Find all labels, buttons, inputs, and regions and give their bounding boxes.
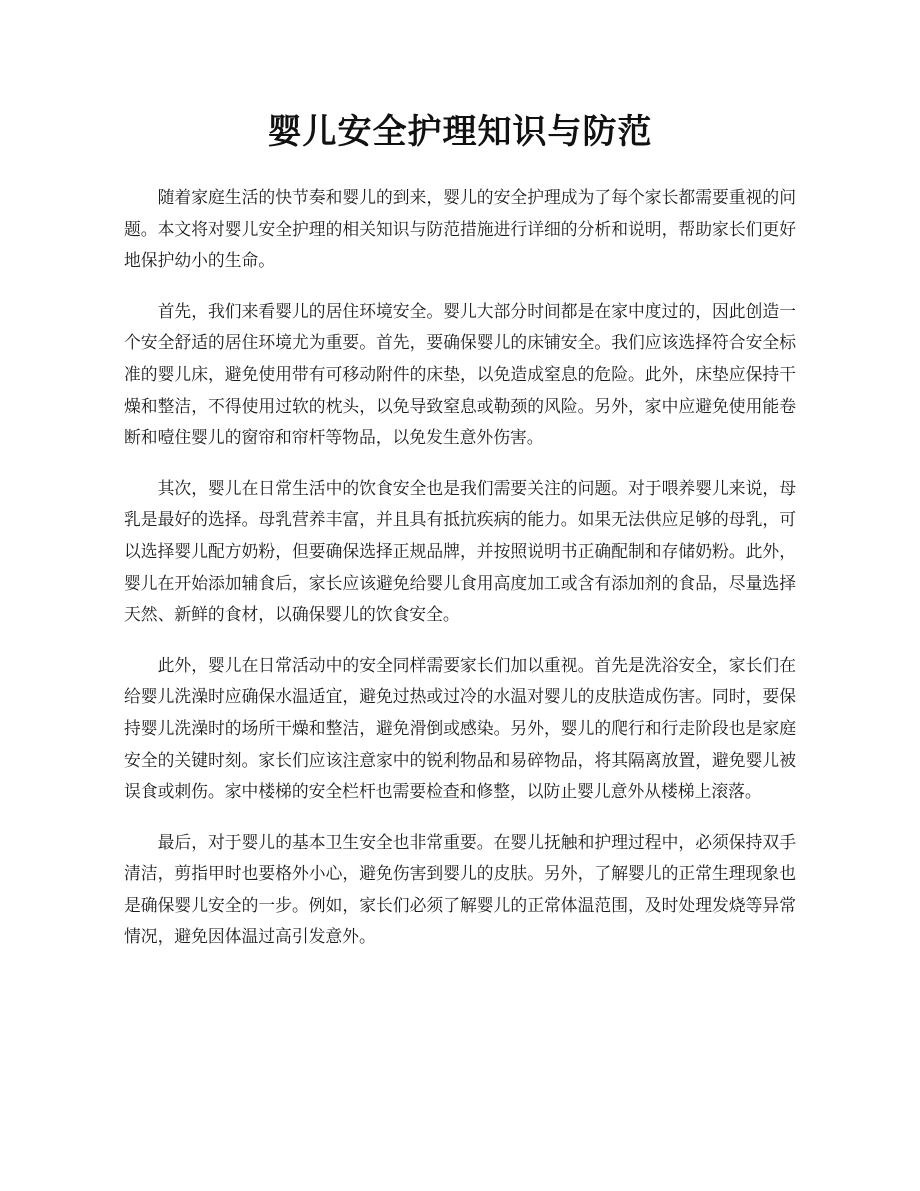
paragraph-intro: 随着家庭生活的快节奏和婴儿的到来，婴儿的安全护理成为了每个家长都需要重视的问题。本文将对婴儿安全护理的相关知识与防范措施进行详细的分析和说明，帮助家长们更好地保护幼小的生命。 [124, 187, 796, 271]
page-title: 婴儿安全护理知识与防范 [267, 112, 653, 152]
paragraph-daily-activity: 此外，婴儿在日常活动中的安全同样需要家长们加以重视。首先是洗浴安全，家长们在给婴儿洗澡时应确保水温适宜，避免过热或过冷的水温对婴儿的皮肤造成伤害。同时，要保持婴儿洗澡时的场所干燥和整洁，避免滑倒或感染。另外，婴儿的爬行和行走阶段也是家庭安全的关键时刻。家长们应该注意家中的锐利物品和易碎物品，将其隔离放置，避免婴儿被误食或刺伤。家中楼梯的安全栏杆也需要检查和修整，以防止婴儿意外从楼梯上滚落。 [124, 654, 796, 802]
paragraph-living-environment: 首先，我们来看婴儿的居住环境安全。婴儿大部分时间都是在家中度过的，因此创造一个安全舒适的居住环境尤为重要。首先，要确保婴儿的床铺安全。我们应该选择符合安全标准的婴儿床，避免使用带有可移动附件的床垫，以免造成窒息的危险。此外，床垫应保持干燥和整洁，不得使用过软的枕头，以免导致窒息或勒颈的风险。另外，家中应避免使用能卷断和噎住婴儿的窗帘和帘杆等物品，以免发生意外伤害。 [124, 300, 796, 448]
paragraph-hygiene: 最后，对于婴儿的基本卫生安全也非常重要。在婴儿抚触和护理过程中，必须保持双手清洁，剪指甲时也要格外小心，避免伤害到婴儿的皮肤。另外，了解婴儿的正常生理现象也是确保婴儿安全的一步。例如，家长们必须了解婴儿的正常体温范围，及时处理发烧等异常情况，避免因体温过高引发意外。 [124, 831, 796, 947]
paragraph-diet-safety: 其次，婴儿在日常生活中的饮食安全也是我们需要关注的问题。对于喂养婴儿来说，母乳是最好的选择。母乳营养丰富，并且具有抵抗疾病的能力。如果无法供应足够的母乳，可以选择婴儿配方奶粉，但要确保选择正规品牌，并按照说明书正确配制和存储奶粉。此外，婴儿在开始添加辅食后，家长应该避免给婴儿食用高度加工或含有添加剂的食品，尽量选择天然、新鲜的食材，以确保婴儿的饮食安全。 [124, 477, 796, 625]
document-body [124, 182, 796, 972]
